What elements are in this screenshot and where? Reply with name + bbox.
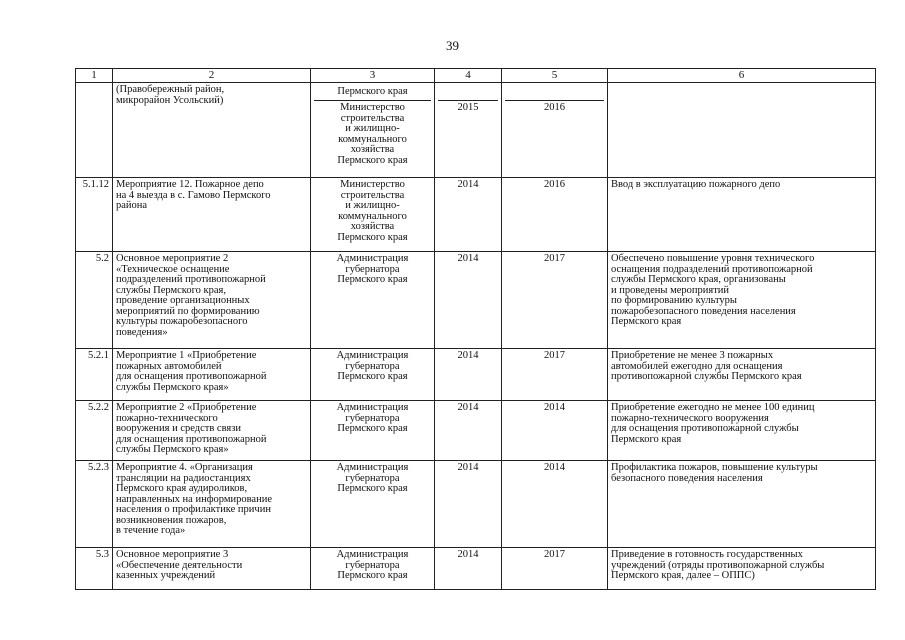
activity-name: Основное мероприятие 2 «Техническое оснащение подразделений противопожарной службы Пермского края, проведение организационных мероприятий по формированию культуры пожаробезопасного поведения» — [113, 252, 311, 349]
expected-result — [608, 83, 876, 178]
executor: Администрация губернатора Пермского края — [311, 461, 435, 548]
expected-result: Приобретение не менее 3 пожарных автомобилей ежегодно для оснащения противопожарной службы Пермского края — [608, 349, 876, 401]
year-start-cell — [435, 83, 502, 178]
executor: Администрация губернатора Пермского края — [311, 401, 435, 461]
year-end-cell — [502, 83, 608, 178]
executor: Администрация губернатора Пермского края — [311, 548, 435, 590]
executor: Администрация губернатора Пермского края — [311, 349, 435, 401]
column-header: 5 — [502, 69, 608, 83]
program-activities-table — [75, 68, 876, 590]
activity-name: Мероприятие 2 «Приобретение пожарно-технического вооружения и средств связи для оснащения противопожарной службы Пермского края» — [113, 401, 311, 461]
activity-name: Мероприятие 4. «Организация трансляции на радиостанциях Пермского края аудироликов, направленных на информирование населения о профилактике причин возникновения пожаров, в течение года» — [113, 461, 311, 548]
activity-name: (Правобережный район, микрорайон Усольский) — [113, 83, 311, 178]
table-row — [76, 178, 876, 252]
expected-result: Приобретение ежегодно не менее 100 единиц пожарно-технического вооружения для оснащения противопожарной службы Пермского края — [608, 401, 876, 461]
table-row — [76, 401, 876, 461]
year-start: 2014 — [435, 548, 502, 590]
executor-bottom: Министерство строительства и жилищно- коммунального хозяйства Пермского края — [337, 102, 408, 166]
column-header: 1 — [76, 69, 113, 83]
year-end: 2017 — [502, 349, 608, 401]
row-number: 5.1.12 — [76, 178, 113, 252]
column-number-row — [76, 69, 876, 83]
column-header: 2 — [113, 69, 311, 83]
executor-cell — [311, 83, 435, 178]
executor: Администрация губернатора Пермского края — [311, 252, 435, 349]
page-number: 39 — [446, 38, 459, 53]
table-row — [76, 461, 876, 548]
year-start: 2015 — [457, 102, 479, 113]
year-start: 2014 — [435, 349, 502, 401]
table-row — [76, 548, 876, 590]
year-end: 2017 — [502, 252, 608, 349]
expected-result: Обеспечено повышение уровня технического оснащения подразделений противопожарной службы Пермского края, организованы и проведены мероприятий по формированию культуры пожаробезопасного поведения населения Пермского края — [608, 252, 876, 349]
activity-name: Мероприятие 12. Пожарное депо на 4 выезда в с. Гамово Пермского района — [113, 178, 311, 252]
expected-result: Приведение в готовность государственных учреждений (отряды противопожарной службы Пермского края, далее – ОППС) — [608, 548, 876, 590]
year-end: 2014 — [502, 461, 608, 548]
row-number: 5.2 — [76, 252, 113, 349]
row-number: 5.3 — [76, 548, 113, 590]
table-row — [76, 252, 876, 349]
table-row — [76, 349, 876, 401]
year-start: 2014 — [435, 252, 502, 349]
activity-name: Основное мероприятие 3 «Обеспечение деятельности казенных учреждений — [113, 548, 311, 590]
year-end: 2016 — [502, 178, 608, 252]
row-number: 5.2.2 — [76, 401, 113, 461]
column-header: 4 — [435, 69, 502, 83]
row-number: 5.2.1 — [76, 349, 113, 401]
expected-result: Профилактика пожаров, повышение культуры безопасного поведения населения — [608, 461, 876, 548]
year-start-spacer — [438, 85, 498, 101]
year-start: 2014 — [435, 401, 502, 461]
row-number — [76, 83, 113, 178]
expected-result: Ввод в эксплуатацию пожарного депо — [608, 178, 876, 252]
year-end: 2016 — [544, 102, 565, 113]
row-number: 5.2.3 — [76, 461, 113, 548]
continuation-row — [76, 83, 876, 178]
activity-name: Мероприятие 1 «Приобретение пожарных автомобилей для оснащения противопожарной службы Пермского края» — [113, 349, 311, 401]
year-start: 2014 — [435, 178, 502, 252]
column-header: 3 — [311, 69, 435, 83]
executor-top: Пермского края — [314, 85, 431, 101]
executor: Министерство строительства и жилищно- коммунального хозяйства Пермского края — [311, 178, 435, 252]
year-start: 2014 — [435, 461, 502, 548]
year-end: 2014 — [502, 401, 608, 461]
column-header: 6 — [608, 69, 876, 83]
year-end-spacer — [505, 85, 604, 101]
year-end: 2017 — [502, 548, 608, 590]
